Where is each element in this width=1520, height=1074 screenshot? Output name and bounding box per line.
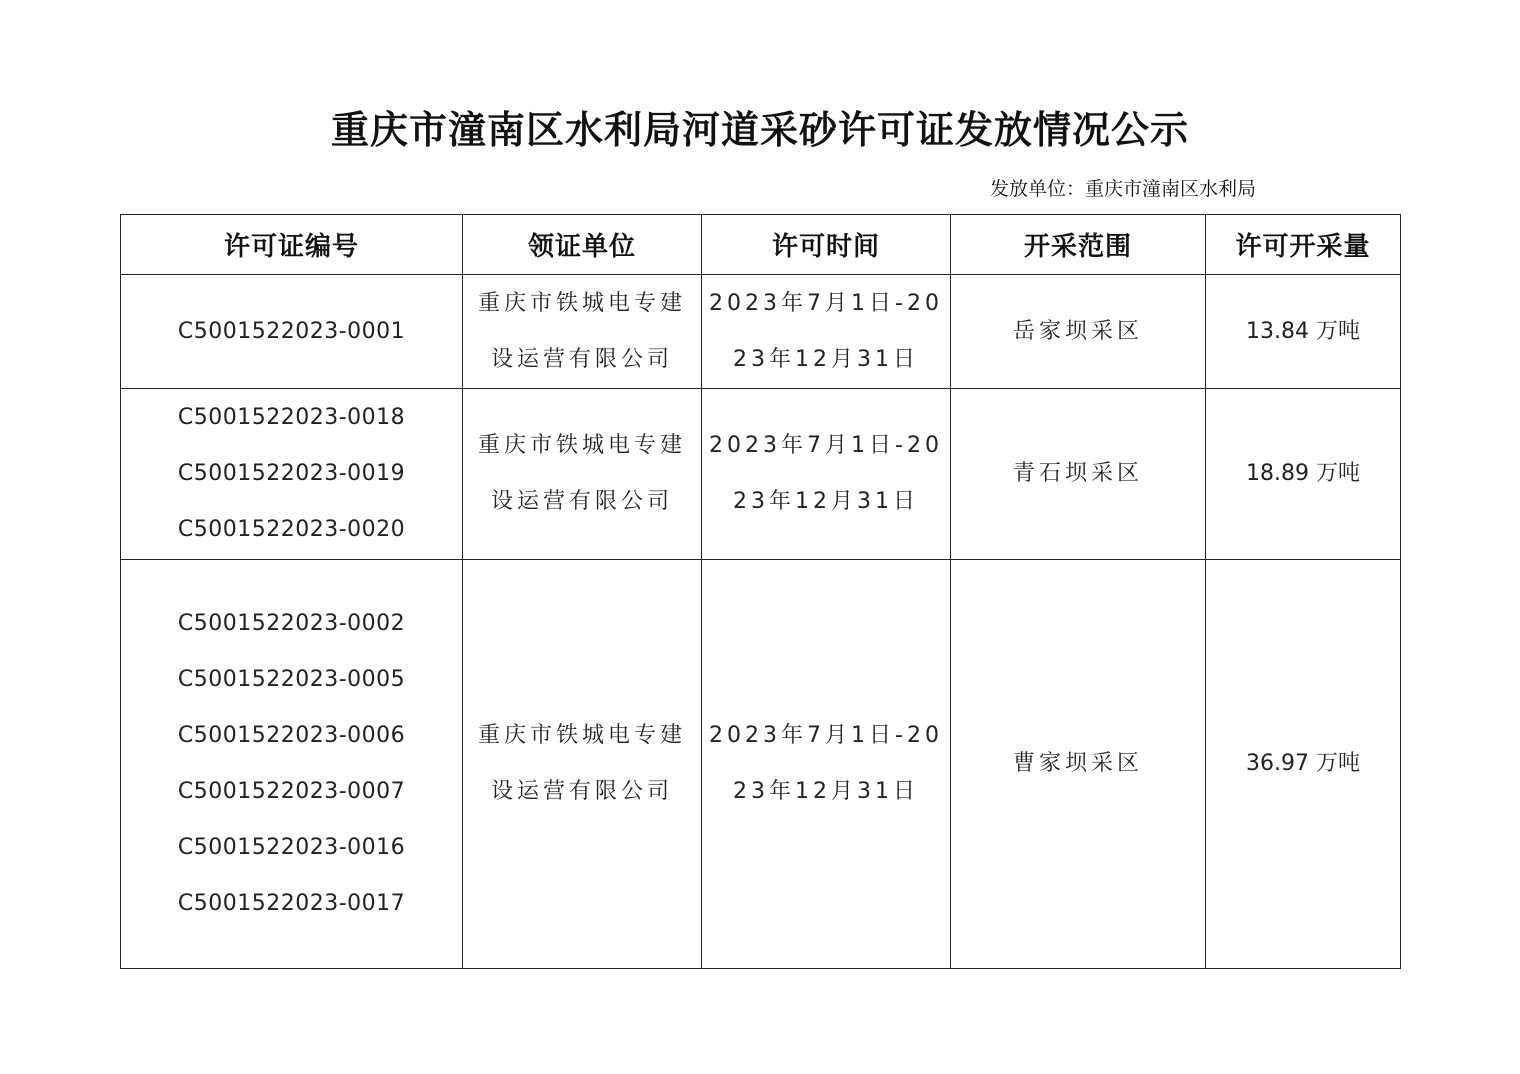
- permit-number: C5001522023-0020: [177, 517, 406, 542]
- permit-number-cell: [121, 389, 463, 560]
- licensee-line: 设运营有限公司: [490, 489, 673, 514]
- permit-number-cell: [121, 560, 463, 969]
- table-row: [121, 560, 1401, 969]
- header-permitted-volume: 许可开采量: [1206, 215, 1401, 275]
- permit-number: C5001522023-0019: [177, 461, 406, 486]
- mining-area: 岳家坝采区: [1012, 318, 1143, 344]
- permit-number: C5001522023-0017: [177, 891, 406, 916]
- permitted-volume-cell: [1206, 560, 1401, 969]
- header-licensee: 领证单位: [463, 215, 702, 275]
- permit-number: C5001522023-0005: [177, 667, 406, 692]
- permitted-volume-cell: [1206, 275, 1401, 389]
- permitted-volume: 18.89 万吨: [1246, 461, 1360, 486]
- permit-period-cell: [702, 560, 951, 969]
- permitted-volume: 36.97 万吨: [1246, 751, 1360, 776]
- permit-number: C5001522023-0001: [177, 318, 406, 344]
- licensee-cell: [463, 560, 702, 969]
- licensee-line: 设运营有限公司: [490, 779, 673, 804]
- header-mining-area: 开采范围: [951, 215, 1206, 275]
- permit-table: [120, 214, 1401, 969]
- licensee-line: 设运营有限公司: [490, 346, 673, 372]
- mining-area-cell: [951, 560, 1206, 969]
- table-header-row: [121, 215, 1401, 275]
- header-permit-number: 许可证编号: [121, 215, 463, 275]
- licensee-cell: [463, 275, 702, 389]
- period-line: 23年12月31日: [733, 346, 919, 372]
- period-line: 23年12月31日: [733, 779, 919, 804]
- mining-area-cell: [951, 389, 1206, 560]
- mining-area: 曹家坝采区: [1012, 751, 1143, 776]
- permit-number: C5001522023-0018: [177, 405, 406, 430]
- licensee-cell: [463, 389, 702, 560]
- table-row: [121, 389, 1401, 560]
- permit-number: C5001522023-0002: [177, 611, 406, 636]
- page-title: 重庆市潼南区水利局河道采砂许可证发放情况公示: [330, 108, 1189, 152]
- period-line: 2023年7月1日-20: [709, 723, 943, 748]
- licensee-line: 重庆市铁城电专建: [477, 433, 686, 458]
- permit-number: C5001522023-0016: [177, 835, 406, 860]
- permit-number-cell: [121, 275, 463, 389]
- table-row: [121, 275, 1401, 389]
- header-permit-period: 许可时间: [702, 215, 951, 275]
- permit-period-cell: [702, 275, 951, 389]
- period-line: 2023年7月1日-20: [709, 290, 943, 316]
- permitted-volume-cell: [1206, 389, 1401, 560]
- licensee-line: 重庆市铁城电专建: [477, 723, 686, 748]
- permit-period-cell: [702, 389, 951, 560]
- issuer-label: 发放单位：重庆市潼南区水利局: [990, 178, 1257, 200]
- mining-area-cell: [951, 275, 1206, 389]
- period-line: 2023年7月1日-20: [709, 433, 943, 458]
- licensee-line: 重庆市铁城电专建: [477, 290, 686, 316]
- period-line: 23年12月31日: [733, 489, 919, 514]
- mining-area: 青石坝采区: [1012, 461, 1143, 486]
- permit-number: C5001522023-0007: [177, 779, 406, 804]
- permit-number: C5001522023-0006: [177, 723, 406, 748]
- permitted-volume: 13.84 万吨: [1246, 318, 1360, 344]
